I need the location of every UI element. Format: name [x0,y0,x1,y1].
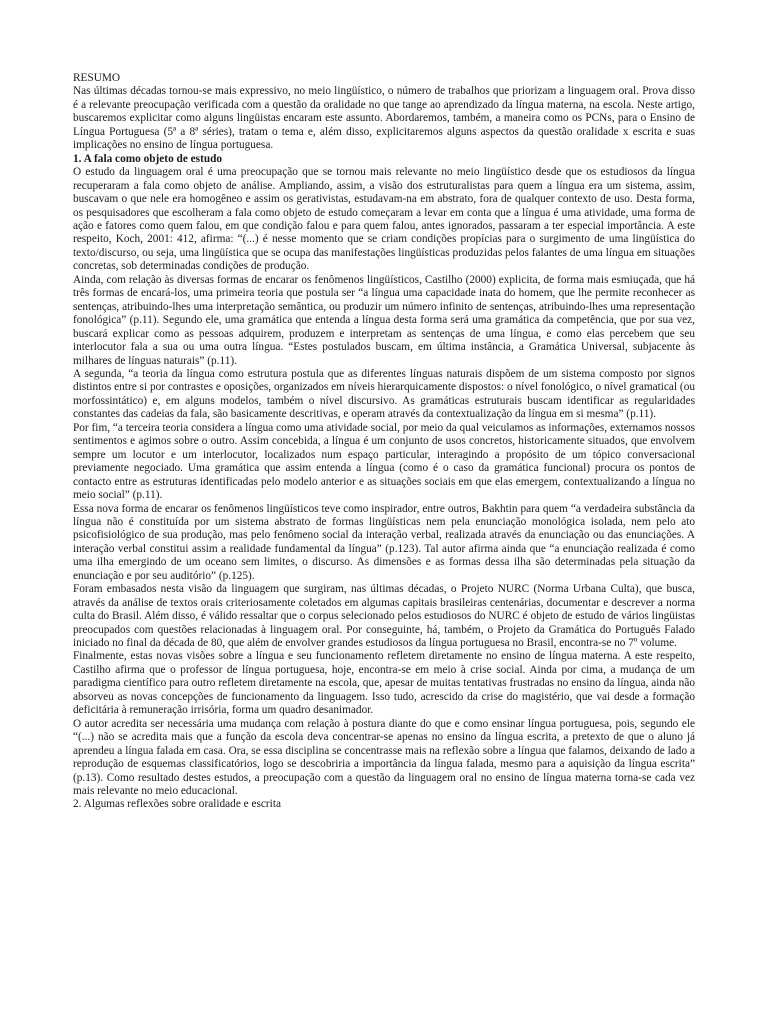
body-paragraph: Essa nova forma de encarar os fenômenos lingüísticos teve como inspirador, entre outros, Bakhtin para quem “a verdadeira substância da língua não é constituída por um sistema abstrato de formas lingüísticas nem pela enunciação monológica isolada, nem pelo ato psicofisiológico de sua produção, mas pelo fenômeno social da interação verbal, realizada através da enunciação ou das enunciações. A interação verbal constitui assim a realidade fundamental da língua” (p.123). Tal autor afirma ainda que “a enunciação realizada é como uma ilha emergindo de um oceano sem limites, o discurso. As dimensões e as formas dessa ilha são determinadas pela situação da enunciação e por seu auditório” (p.125). [73,502,695,582]
resumo-paragraph: Nas últimas décadas tornou-se mais expressivo, no meio lingüístico, o número de trabalhos que priorizam a linguagem oral. Prova disso é a relevante preocupação verificada com a questão da oralidade no que tange ao aprendizado da língua materna, na escola. Neste artigo, buscaremos explicitar como alguns lingüistas encaram este assunto. Abordaremos, também, a maneira como os PCNs, para o Ensino de Língua Portuguesa (5ª a 8ª séries), tratam o tema e, além disso, explicitaremos alguns aspectos da questão oralidade x escrita e suas implicações no ensino de língua portuguesa. [73,85,695,152]
body-paragraph: O autor acredita ser necessária uma mudança com relação à postura diante do que e como ensinar língua portuguesa, pois, segundo ele “(...) não se acredita mais que a função da escola deva concentrar-se apenas no ensino da língua escrita, a pretexto de que o aluno já aprendeu a língua falada em casa. Ora, se essa disciplina se concentrasse mais na reflexão sobre a língua que falamos, deixando de lado a reprodução de esquemas classificatórios, logo se descobriria a importância da língua falada, mesmo para a aquisição da língua escrita” (p.13). Como resultado destes estudos, a preocupação com a questão da linguagem oral no ensino de língua materna torna-se cada vez mais relevante no meio educacional. [73,717,695,798]
body-paragraph: Ainda, com relação às diversas formas de encarar os fenômenos lingüísticos, Castilho (2000) explicita, de forma mais esmiuçada, que há três formas de encará-los, uma primeira teoria que postula ser “a língua uma capacidade inata do homem, que lhe permite reconhecer as sentenças, atribuindo-lhes uma interpretação semântica, ou produzir um número infinito de sentenças, atribuindo-lhes uma representação fonológica” (p.11). Segundo ele, uma gramática que entenda a língua desta forma será uma gramática da competência, que por sua vez, buscará explicar como as pessoas adquirem, produzem e interpretam as sentenças de uma língua, e como elas percebem que seu interlocutor fala a sua ou uma outra língua. “Estes postulados buscam, em última instância, a Gramática Universal, subjacente às milhares de línguas naturais” (p.11). [73,273,695,367]
section-1-title: 1. A fala como objeto de estudo [73,152,223,165]
section-2-title: 2. Algumas reflexões sobre oralidade e escrita [73,798,281,811]
body-paragraph: O estudo da linguagem oral é uma preocupação que se tornou mais relevante no meio lingüístico desde que os estudiosos da língua recuperaram a fala como objeto de análise. Ampliando, assim, a visão dos estruturalistas para quem a língua era um sistema, assim, buscavam o que nele era homogêneo e assim os gerativistas, estudavam-na em abstrato, fora de qualquer contexto de uso. Desta forma, os pesquisadores que escolheram a fala como objeto de estudo começaram a levar em conta que a língua é uma atividade, uma forma de ação e fatores como quem falou, em que condição falou e para quem falou, antes ignorados, passaram a ter especial importância. A este respeito, Koch, 2001: 412, afirma: “(...) é nesse momento que se criam condições propícias para o surgimento de uma lingüística do texto/discurso, ou seja, uma lingüística que se ocupa das manifestações lingüísticas produzidas pelos falantes de uma língua em situações concretas, sob determinadas condições de produção. [73,166,695,273]
body-paragraph: Por fim, “a terceira teoria considera a língua como uma atividade social, por meio da qual veiculamos as informações, externamos nossos sentimentos e agimos sobre o outro. Assim concebida, a língua é um conjunto de usos concretos, historicamente situados, que envolvem sempre um locutor e um interlocutor, localizados num espaço particular, interagindo a propósito de um tópico conversacional previamente negociado. Uma gramática que assim entenda a língua (como é o caso da gramática funcional) procura os pontos de contacto entre as estruturas identificadas pelo modelo anterior e as situações sociais em que elas emergem, contextualizando a língua no meio social” (p.11). [73,421,695,502]
body-paragraph: Finalmente, estas novas visões sobre a língua e seu funcionamento refletem diretamente no ensino de língua materna. A este respeito, Castilho afirma que o professor de língua portuguesa, hoje, encontra-se em meio à crise social. Ainda por cima, a mudança de um paradigma científico para outro refletem diretamente na escola, que, apesar de muitas tentativas frustradas no ensino da língua, ainda não absorveu as novas concepções de funcionamento da linguagem. Isso tudo, acrescido da crise do magistério, que vai desde a formação deficitária à remuneração irrisória, forma um quadro desanimador. [73,650,695,717]
resumo-title: RESUMO [73,72,121,84]
body-paragraph: Foram embasados nesta visão da linguagem que surgiram, nas últimas décadas, o Projeto NURC (Norma Urbana Culta), que busca, através da análise de textos orais criteriosamente coletados em algumas capitais brasileiras centenárias, documentar e descrever a norma culta do Brasil. Além disso, é válido ressaltar que o corpus selecionado pelos estudiosos do NURC é objeto de estudo de vários lingüistas preocupados com questões relacionadas à linguagem oral. Por conseguinte, há, também, o Projeto da Gramática do Português Falado iniciado no final da década de 80, que além de envolver grandes estudiosos da língua portuguesa no Brasil, encontra-se no 7º volume. [73,583,695,650]
document-page [73,72,695,812]
body-paragraph: A segunda, “a teoria da língua como estrutura postula que as diferentes línguas naturais dispõem de um sistema composto por signos distintos entre si por contrastes e oposições, organizados em níveis hierarquicamente dispostos: o nível fonológico, o nível gramatical (ou morfossintático) e, em alguns modelos, também o nível discursivo. As gramáticas estruturais buscam identificar as regularidades constantes das cadeias da fala, são basicamente descritivas, e operam através da contextualização da língua em si mesma” (p.11). [73,367,695,421]
